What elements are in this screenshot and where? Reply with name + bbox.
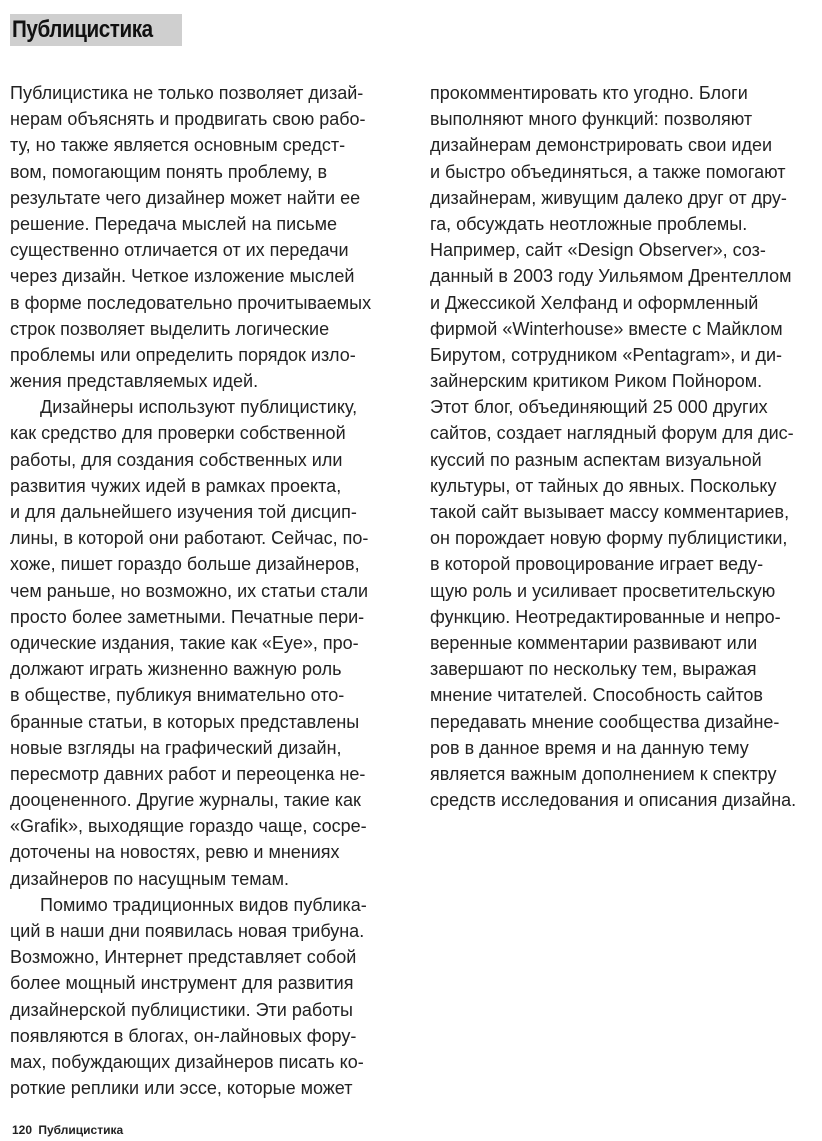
text-line: через дизайн. Четкое изложение мыслей [10, 266, 355, 287]
text-line: щую роль и усиливает просветительскую [430, 580, 776, 601]
text-line: работы, для создания собственных или [10, 449, 343, 470]
text-line: Возможно, Интернет представляет собой [10, 947, 357, 968]
text-line: роткие реплики или эссе, которые может [10, 1078, 353, 1099]
page-title: Публицистика [12, 16, 153, 43]
text-line: Этот блог, объединяющий 25 000 других [430, 397, 768, 418]
text-line: просто более заметными. Печатные пери- [10, 606, 365, 627]
text-line: жения представляемых идей. [10, 371, 259, 392]
text-line: Бирутом, сотрудником «Pentagram», и ди- [430, 344, 783, 365]
text-line: появляются в блогах, он-лайновых фору- [10, 1025, 357, 1046]
text-line: результате чего дизайнер может найти ее [10, 187, 361, 208]
text-line: хоже, пишет гораздо больше дизайнеров, [10, 554, 360, 575]
text-line: завершают по нескольку тем, выражая [430, 659, 757, 680]
heading-box [10, 14, 182, 46]
text-line: дизайнерам демонстрировать свои идеи [430, 135, 773, 156]
text-line: решение. Передача мыслей на письме [10, 213, 337, 234]
text-line: сайтов, создает наглядный форум для дис- [430, 423, 794, 444]
text-line: Например, сайт «Design Observer», соз- [430, 240, 766, 261]
text-line: дизайнеров по насущным темам. [10, 868, 289, 889]
page-number: 120 [12, 1123, 33, 1137]
text-line: пересмотр давних работ и переоценка не- [10, 763, 366, 784]
text-line: бранные статьи, в которых представлены [10, 711, 360, 732]
text-line: зайнерским критиком Риком Пойнором. [430, 371, 763, 392]
text-line: лины, в которой они работают. Сейчас, по- [10, 528, 369, 549]
text-line: веренные комментарии развивают или [430, 632, 758, 653]
text-line: он порождает новую форму публицистики, [430, 528, 788, 549]
text-line: доточены на новостях, ревю и мнениях [10, 842, 340, 863]
text-line: развития чужих идей в рамках проекта, [10, 475, 342, 496]
text-line: культуры, от тайных до явных. Поскольку [430, 475, 777, 496]
text-line: мнение читателей. Способность сайтов [430, 685, 763, 706]
text-line: фирмой «Winterhouse» вместе с Майклом [430, 318, 783, 339]
text-line: и для дальнейшего изучения той дисцип- [10, 502, 357, 522]
text-line: ту, но также является основным средст- [10, 135, 346, 156]
text-line: га, обсуждать неотложные проблемы. [430, 213, 748, 234]
text-line: вом, помогающим понять проблему, в [10, 161, 328, 182]
text-line: данный в 2003 году Уильямом Дрентеллом [430, 266, 792, 287]
text-line: в форме последовательно прочитываемых [10, 292, 372, 313]
text-line: дизайнерам, живущим далеко друг от дру- [430, 187, 787, 208]
text-line: как средство для проверки собственной [10, 423, 346, 444]
text-line: одические издания, такие как «Eye», про- [10, 632, 359, 653]
text-line: мах, побуждающих дизайнеров писать ко- [10, 1051, 364, 1072]
text-line: такой сайт вызывает массу комментариев, [430, 502, 790, 522]
text-column-right [430, 80, 815, 813]
text-line: выполняют много функций: позволяют [430, 109, 753, 130]
text-line: передавать мнение сообщества дизайне- [430, 711, 780, 732]
text-line: является важным дополнением к спектру [430, 763, 777, 784]
text-line: ров в данное время и на данную тему [430, 737, 749, 758]
text-line: и быстро объединяться, а также помогают [430, 161, 786, 182]
text-line: и Джессикой Хелфанд и оформленный [430, 292, 759, 313]
text-line: должают играть жизненно важную роль [10, 659, 342, 680]
text-column-left [10, 80, 395, 1101]
text-line: строк позволяет выделить логические [10, 318, 330, 339]
text-line: существенно отличается от их передачи [10, 240, 349, 261]
text-line: в обществе, публикуя внимательно ото- [10, 685, 345, 706]
text-line: дооцененного. Другие журналы, такие как [10, 790, 361, 811]
text-line: более мощный инструмент для развития [10, 973, 354, 994]
text-line: Публицистика не только позволяет дизай- [10, 83, 364, 103]
text-line: куссий по разным аспектам визуальной [430, 449, 762, 470]
text-line: ций в наши дни появилась новая трибуна. [10, 921, 365, 941]
text-line: чем раньше, но возможно, их статьи стали [10, 580, 369, 601]
running-section-title: Публицистика [38, 1123, 124, 1137]
page-footer [12, 1123, 123, 1137]
text-line: Помимо традиционных видов публика- [40, 894, 367, 915]
text-line: новые взгляды на графический дизайн, [10, 737, 342, 758]
text-line: средств исследования и описания дизайна. [430, 790, 797, 811]
text-line: Дизайнеры используют публицистику, [40, 397, 358, 418]
text-line: проблемы или определить порядок изло- [10, 344, 356, 365]
text-line: в которой провоцирование играет веду- [430, 554, 764, 575]
text-line: функцию. Неотредактированные и непро- [430, 606, 781, 627]
text-line: нерам объяснять и продвигать свою рабо- [10, 109, 366, 130]
text-line: прокомментировать кто угодно. Блоги [430, 83, 748, 103]
text-line: «Grafik», выходящие гораздо чаще, сосре- [10, 816, 367, 837]
text-line: дизайнерской публицистики. Эти работы [10, 999, 353, 1020]
